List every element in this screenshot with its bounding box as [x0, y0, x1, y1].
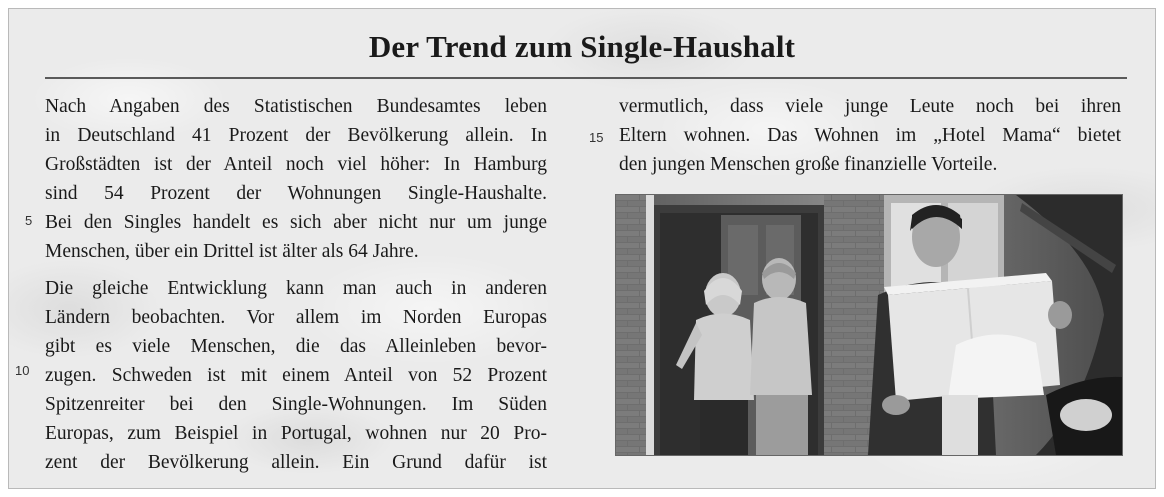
line-number-5: 5	[25, 213, 33, 228]
text-line: Menschen, über ein Drittel ist älter als 64 Jahre.	[45, 241, 419, 262]
article-photo	[615, 194, 1123, 456]
left-column	[45, 92, 547, 477]
photo-family-moving-out	[616, 195, 1122, 455]
text-line: gibt es viele Menschen, die das Alleinleben bevor-	[45, 336, 547, 357]
title-divider	[45, 77, 1127, 79]
text-line: Bei den Singles handelt es sich aber nicht nur um junge	[45, 212, 547, 233]
line-number-10: 10	[15, 363, 30, 378]
line-number-15: 15	[589, 130, 604, 145]
text-line: Nach Angaben des Statistischen Bundesamtes leben	[45, 96, 547, 117]
text-line: Spitzenreiter bei den Single-Wohnungen. Im Süden	[45, 394, 547, 415]
text-line: Großstädten ist der Anteil noch viel höher: In Hamburg	[45, 154, 547, 175]
text-line: Eltern wohnen. Das Wohnen im „Hotel Mama“ bietet	[619, 125, 1121, 146]
right-column	[619, 92, 1121, 179]
article-card	[8, 8, 1156, 489]
paragraph-1	[45, 92, 547, 266]
text-line: Europas, zum Beispiel in Portugal, wohnen nur 20 Pro-	[45, 423, 547, 444]
text-line: sind 54 Prozent der Wohnungen Single-Haushalte.	[45, 183, 547, 204]
text-line: vermutlich, dass viele junge Leute noch bei ihren	[619, 96, 1121, 117]
text-line: zent der Bevölkerung allein. Ein Grund dafür ist	[45, 452, 547, 473]
text-line: den jungen Menschen große finanzielle Vorteile.	[619, 154, 998, 175]
text-line: Die gleiche Entwicklung kann man auch in anderen	[45, 278, 547, 299]
text-line: in Deutschland 41 Prozent der Bevölkerung allein. In	[45, 125, 547, 146]
text-line: Ländern beobachten. Vor allem im Norden Europas	[45, 307, 547, 328]
article-title: Der Trend zum Single-Haushalt	[368, 29, 796, 64]
paragraph-2	[45, 274, 547, 477]
text-line: zugen. Schweden ist mit einem Anteil von 52 Prozent	[45, 365, 547, 386]
